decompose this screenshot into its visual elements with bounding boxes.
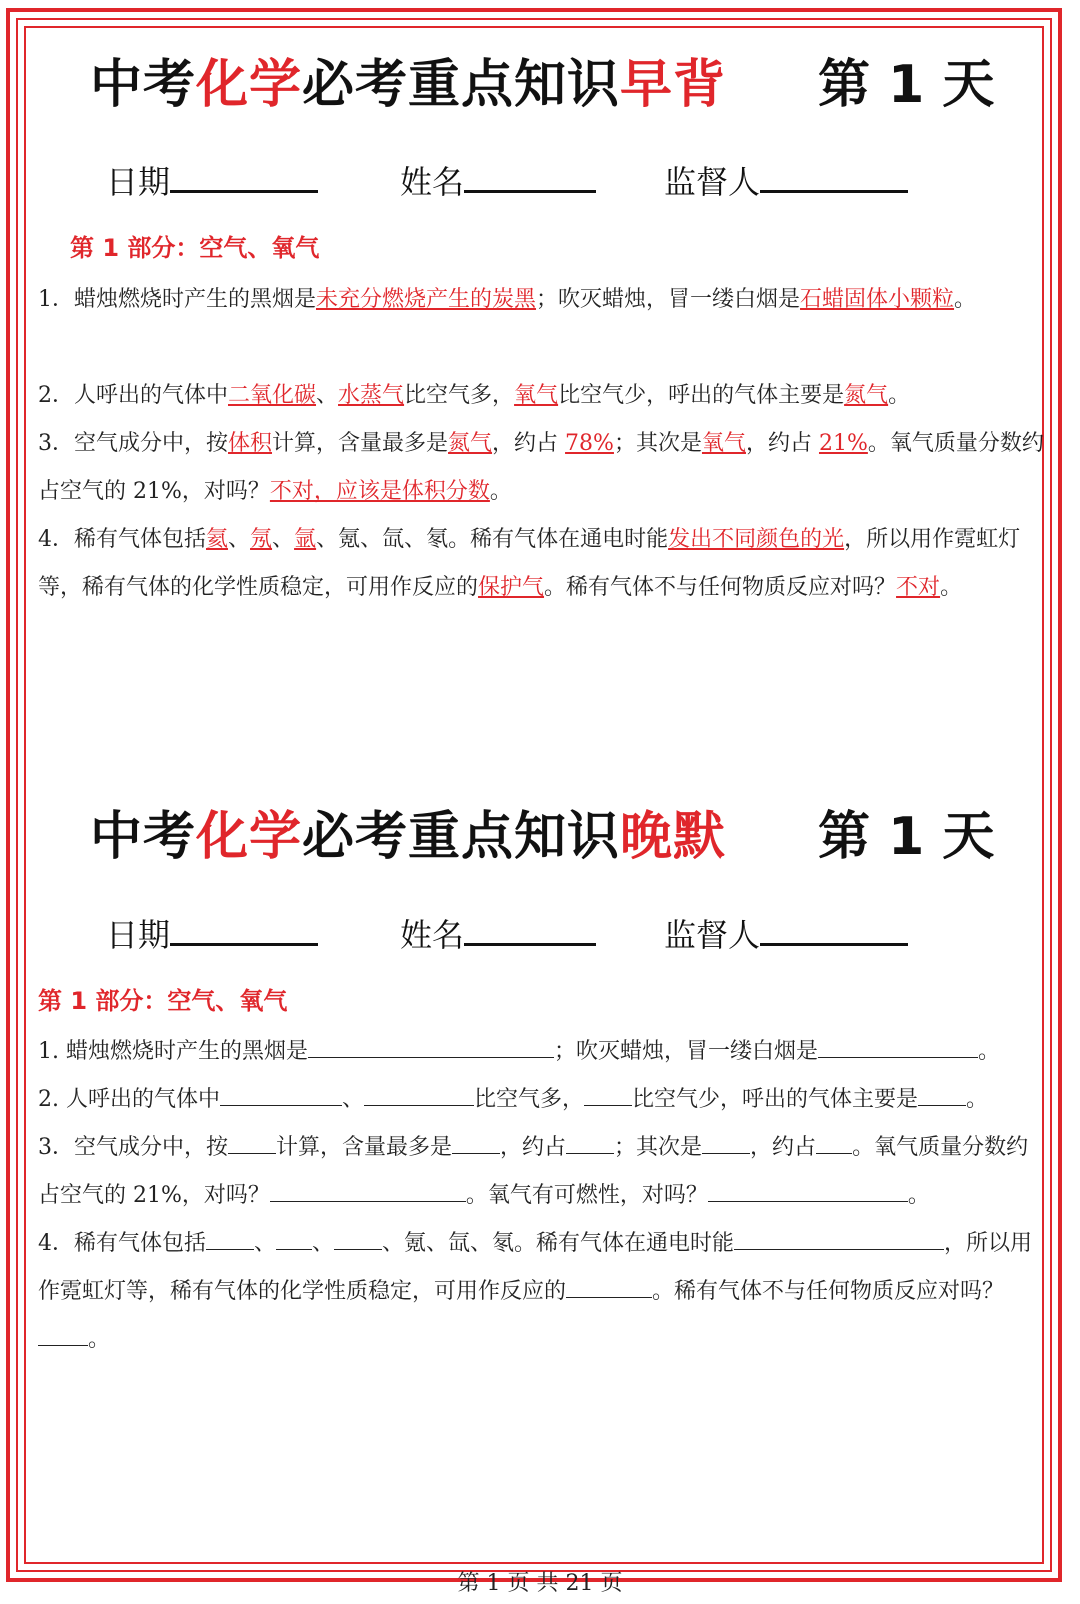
- morning-name-field[interactable]: [400, 157, 596, 203]
- answer: 体积: [228, 431, 273, 456]
- evening-q1: 1. 蜡烛燃烧时产生的黑烟是 ；吹灭蜡烛，冒一缕白烟是 。: [38, 1039, 1001, 1064]
- answer: 保护气: [478, 575, 545, 600]
- fill-blank[interactable]: [566, 1277, 652, 1298]
- morning-q2: 2．人呼出的气体中二氧化碳、水蒸气比空气多，氧气比空气少，呼出的气体主要是氮气。: [38, 383, 911, 408]
- fill-blank[interactable]: [276, 1229, 312, 1250]
- evening-q3: 3．空气成分中，按 计算，含量最多是 ，约占 ；其次是 ，约占 。氧气质量分数约占空气的 21%，对吗？ 。氧气有可燃性，对吗？ 。: [38, 1135, 1029, 1208]
- fill-blank[interactable]: [708, 1181, 908, 1202]
- fill-blank[interactable]: [308, 1037, 554, 1058]
- name-line[interactable]: [464, 913, 596, 946]
- date-label: 日期: [106, 163, 171, 201]
- title-part: 中考: [90, 55, 197, 115]
- name-label: 姓名: [400, 916, 465, 954]
- answer: 未充分燃烧产生的炭黑: [316, 287, 537, 312]
- evening-title: [90, 794, 726, 869]
- title-subject: 化学: [196, 807, 303, 867]
- morning-date-field[interactable]: [106, 157, 318, 203]
- date-line[interactable]: [170, 913, 318, 946]
- fill-blank[interactable]: [816, 1133, 852, 1154]
- fill-blank[interactable]: [364, 1085, 474, 1106]
- evening-name-field[interactable]: [400, 910, 596, 956]
- title-part: 必考重点知识: [302, 55, 621, 115]
- fill-blank[interactable]: [220, 1085, 342, 1106]
- supervisor-line[interactable]: [760, 913, 908, 946]
- evening-date-field[interactable]: [106, 910, 318, 956]
- answer: 二氧化碳: [228, 383, 317, 408]
- title-part: 必考重点知识: [302, 807, 621, 867]
- fill-blank[interactable]: [918, 1085, 966, 1106]
- date-line[interactable]: [170, 160, 318, 193]
- fill-blank[interactable]: [734, 1229, 944, 1250]
- answer: 氮气: [844, 383, 889, 408]
- supervisor-label: 监督人: [664, 916, 761, 954]
- morning-supervisor-field[interactable]: [664, 157, 908, 203]
- evening-q4: 4．稀有气体包括 、 、 、氪、氙、氡。稀有气体在通电时能 ，所以用作霓虹灯等，稀有气体的化学性质稳定，可用作反应的 。稀有气体不与任何物质反应对吗？。: [38, 1231, 1033, 1352]
- morning-day: 第 1 天: [818, 55, 995, 115]
- morning-section-heading: 第 1 部分：空气、氧气: [70, 234, 320, 262]
- page-footer: 第 1 页 共 21 页: [457, 1571, 623, 1596]
- name-line[interactable]: [464, 160, 596, 193]
- fill-blank[interactable]: [270, 1181, 466, 1202]
- fill-blank[interactable]: [334, 1229, 382, 1250]
- evening-q2: 2. 人呼出的气体中 、 比空气多， 比空气少，呼出的气体主要是 。: [38, 1087, 989, 1112]
- answer: 不对: [896, 575, 941, 600]
- fill-blank[interactable]: [228, 1133, 276, 1154]
- morning-title: [90, 42, 726, 117]
- date-label: 日期: [106, 916, 171, 954]
- name-label: 姓名: [400, 163, 465, 201]
- morning-q4: 4．稀有气体包括氦、氖、氩、氪、氙、氡。稀有气体在通电时能发出不同颜色的光，所以用作霓虹灯等，稀有气体的化学性质稳定，可用作反应的保护气。稀有气体不与任何物质反应对吗？不对。: [38, 527, 1021, 600]
- title-mode: 早背: [620, 55, 727, 115]
- answer: 不对，应该是体积分数: [269, 479, 490, 504]
- morning-q3: 3．空气成分中，按体积计算，含量最多是氮气，约占 78%；其次是氧气，约占 21%。氧气质量分数约占空气的 21%，对吗？不对，应该是体积分数。: [38, 431, 1044, 504]
- title-mode: 晚默: [620, 807, 727, 867]
- answer: 氖: [250, 527, 273, 552]
- answer: 氧气: [701, 431, 746, 456]
- title-part: 中考: [90, 807, 197, 867]
- supervisor-label: 监督人: [664, 163, 761, 201]
- answer: 21%: [818, 431, 868, 456]
- fill-blank[interactable]: [584, 1085, 632, 1106]
- answer: 氧气: [514, 383, 559, 408]
- answer: 石蜡固体小颗粒: [800, 287, 955, 312]
- fill-blank[interactable]: [702, 1133, 750, 1154]
- morning-q1: 1．蜡烛燃烧时产生的黑烟是未充分燃烧产生的炭黑；吹灭蜡烛，冒一缕白烟是石蜡固体小颗粒。: [38, 287, 977, 312]
- answer: 氦: [206, 527, 229, 552]
- fill-blank[interactable]: [452, 1133, 500, 1154]
- answer: 水蒸气: [338, 383, 405, 408]
- fill-blank[interactable]: [566, 1133, 614, 1154]
- title-subject: 化学: [196, 55, 303, 115]
- fill-blank[interactable]: [818, 1037, 978, 1058]
- evening-section-heading: 第 1 部分：空气、氧气: [38, 987, 288, 1015]
- answer: 氩: [294, 527, 317, 552]
- supervisor-line[interactable]: [760, 160, 908, 193]
- evening-supervisor-field[interactable]: [664, 910, 908, 956]
- answer: 发出不同颜色的光: [668, 527, 845, 552]
- fill-blank[interactable]: [38, 1325, 88, 1346]
- fill-blank[interactable]: [206, 1229, 254, 1250]
- answer: 78%: [565, 431, 614, 456]
- answer: 氮气: [448, 431, 493, 456]
- evening-day: 第 1 天: [818, 807, 995, 867]
